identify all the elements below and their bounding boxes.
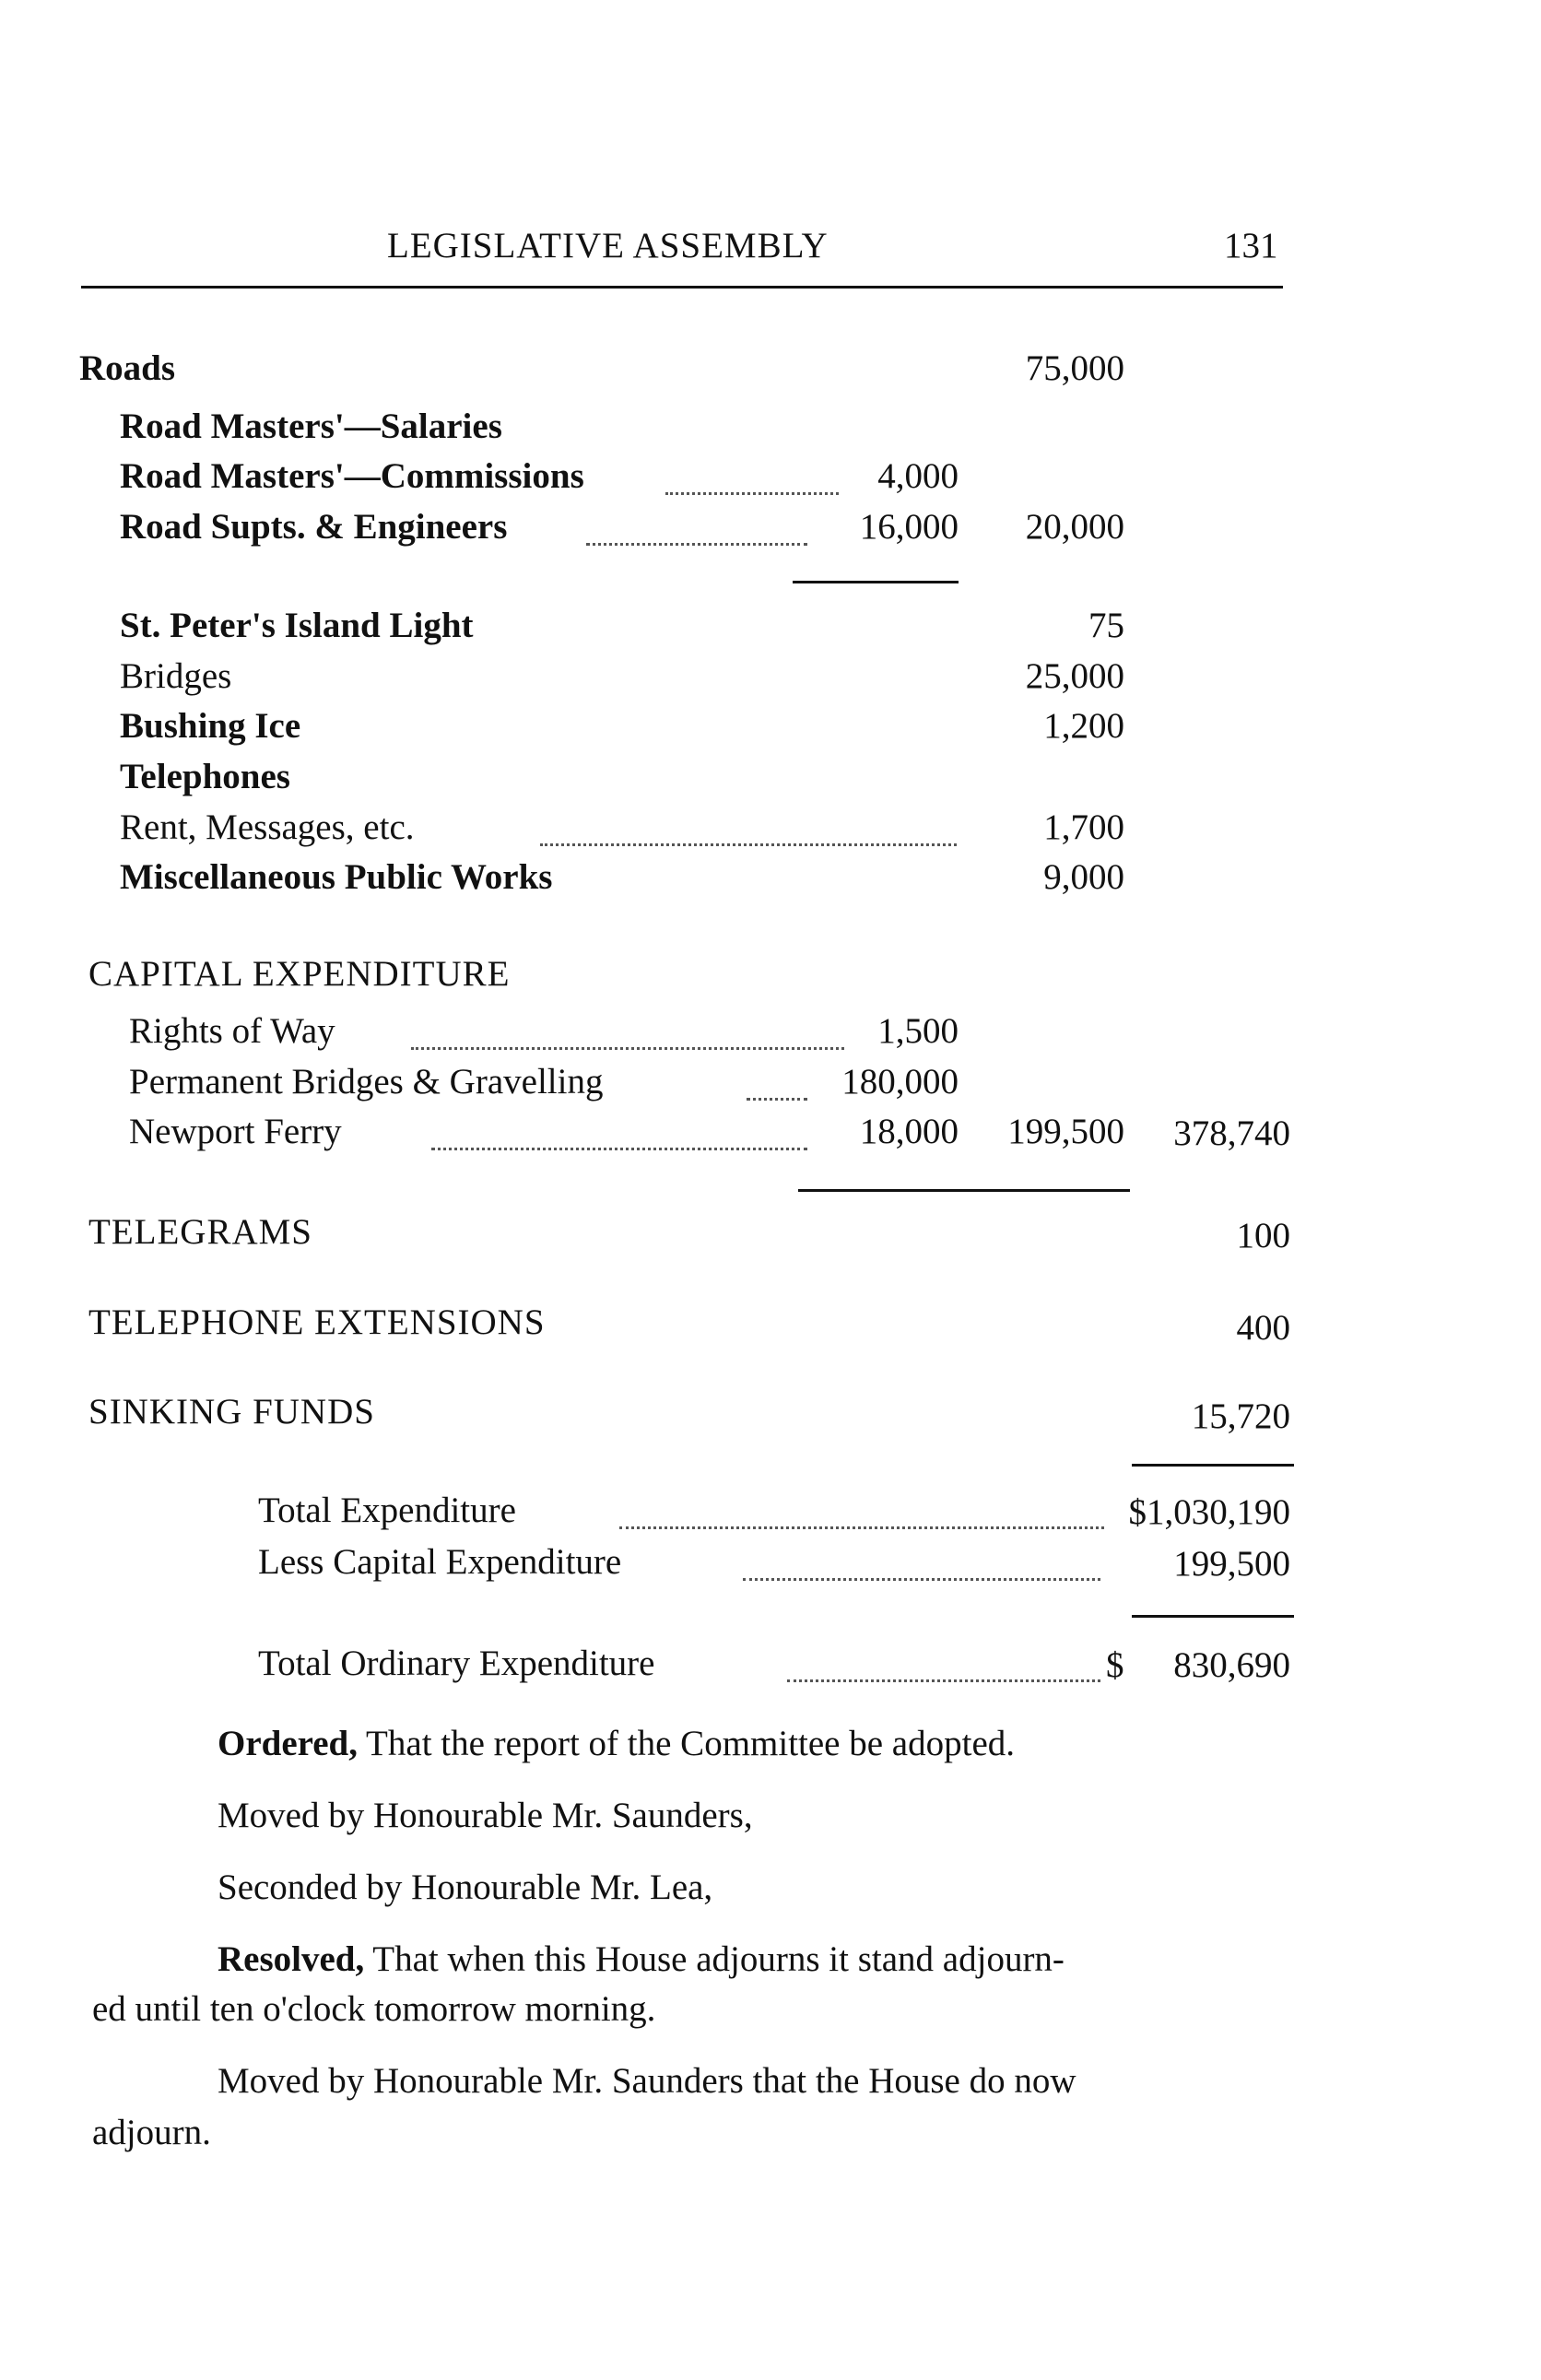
roads-total: 75,000 xyxy=(1025,348,1124,388)
resolved-paragraph-line2: ed until ten o'clock tomorrow morning. xyxy=(92,1989,656,2029)
other-amount: 15,720 xyxy=(1191,1396,1290,1436)
sinking-funds-rule xyxy=(1132,1464,1294,1467)
capital-section-total: 378,740 xyxy=(1173,1113,1290,1153)
leader-dots xyxy=(787,1679,1100,1682)
road-masters-salaries-label xyxy=(120,406,502,448)
roads-subtotal-rule xyxy=(793,581,959,583)
total-expenditure-amount: $1,030,190 xyxy=(1128,1492,1290,1532)
header-rule xyxy=(81,286,1283,289)
adjourn-paragraph-line1: Moved by Honourable Mr. Saunders that the House do now xyxy=(218,2061,1076,2101)
item-label: Bridges xyxy=(120,656,232,696)
other-label: TELEGRAMS xyxy=(88,1212,312,1252)
item-label: St. Peter's Island Light xyxy=(120,606,474,645)
leader-dots xyxy=(586,543,807,546)
capital-row-amount: 1,500 xyxy=(877,1011,959,1051)
other-label: TELEPHONE EXTENSIONS xyxy=(88,1302,546,1342)
item-label: Miscellaneous Public Works xyxy=(120,857,553,897)
other-label: SINKING FUNDS xyxy=(88,1392,375,1432)
capital-row-amount: 180,000 xyxy=(841,1062,959,1102)
item-amount: 9,000 xyxy=(1043,857,1124,897)
capital-subtotal: 199,500 xyxy=(1007,1112,1124,1151)
resolved-paragraph-line1 xyxy=(218,1934,1065,1985)
road-masters-commissions-label: Road Masters'—Commissions xyxy=(120,456,584,496)
page-number: 131 xyxy=(1224,226,1278,265)
resolved-text: That when this House adjourns it stand adjourn- xyxy=(364,1939,1065,1979)
other-amount: 400 xyxy=(1236,1308,1290,1348)
capital-row-label: Newport Ferry xyxy=(129,1112,342,1151)
ordered-text: That the report of the Committee be adopted. xyxy=(358,1724,1016,1763)
roads-label: Roads xyxy=(79,348,176,388)
item-amount: 1,200 xyxy=(1043,706,1124,746)
total-ordinary-dollar: $ xyxy=(1106,1645,1124,1685)
road-masters-commissions-amount: 4,000 xyxy=(877,456,959,496)
less-capital-amount: 199,500 xyxy=(1173,1544,1290,1584)
leader-dots xyxy=(743,1578,1100,1581)
totals-rule xyxy=(1132,1615,1294,1618)
seconded-paragraph: Seconded by Honourable Mr. Lea, xyxy=(218,1867,713,1907)
capital-row-label: Permanent Bridges & Gravelling xyxy=(129,1062,604,1102)
roads-subtotal: 20,000 xyxy=(1025,507,1124,547)
total-ordinary-amount: 830,690 xyxy=(1173,1645,1290,1685)
leader-dots xyxy=(431,1148,807,1150)
road-supts-label: Road Supts. & Engineers xyxy=(120,507,508,547)
page-title: LEGISLATIVE ASSEMBLY xyxy=(387,226,829,265)
item-label: Bushing Ice xyxy=(120,706,301,746)
item-amount: 1,700 xyxy=(1043,807,1124,847)
road-masters-salaries-text: Road Masters'—Salaries xyxy=(120,406,502,446)
adjourn-paragraph-line2: adjourn. xyxy=(92,2113,211,2152)
total-expenditure-label: Total Expenditure xyxy=(258,1490,516,1530)
moved-paragraph: Moved by Honourable Mr. Saunders, xyxy=(218,1796,753,1835)
item-amount: 75 xyxy=(1088,606,1124,645)
item-amount: 25,000 xyxy=(1025,656,1124,696)
resolved-keyword: Resolved, xyxy=(218,1939,365,1979)
other-amount: 100 xyxy=(1236,1216,1290,1255)
ordered-paragraph xyxy=(218,1718,1015,1770)
item-label: Rent, Messages, etc. xyxy=(120,807,415,847)
less-capital-label: Less Capital Expenditure xyxy=(258,1542,622,1582)
capital-rule xyxy=(798,1189,1130,1192)
leader-dots xyxy=(411,1047,844,1050)
leader-dots xyxy=(540,843,957,846)
ordered-keyword: Ordered, xyxy=(218,1724,359,1763)
capital-heading: CAPITAL EXPENDITURE xyxy=(88,954,511,994)
capital-row-amount: 18,000 xyxy=(859,1112,959,1151)
item-label: Telephones xyxy=(120,757,290,796)
total-ordinary-label: Total Ordinary Expenditure xyxy=(258,1644,655,1683)
leader-dots xyxy=(619,1526,1104,1529)
road-supts-amount: 16,000 xyxy=(859,507,959,547)
capital-row-label: Rights of Way xyxy=(129,1011,335,1051)
